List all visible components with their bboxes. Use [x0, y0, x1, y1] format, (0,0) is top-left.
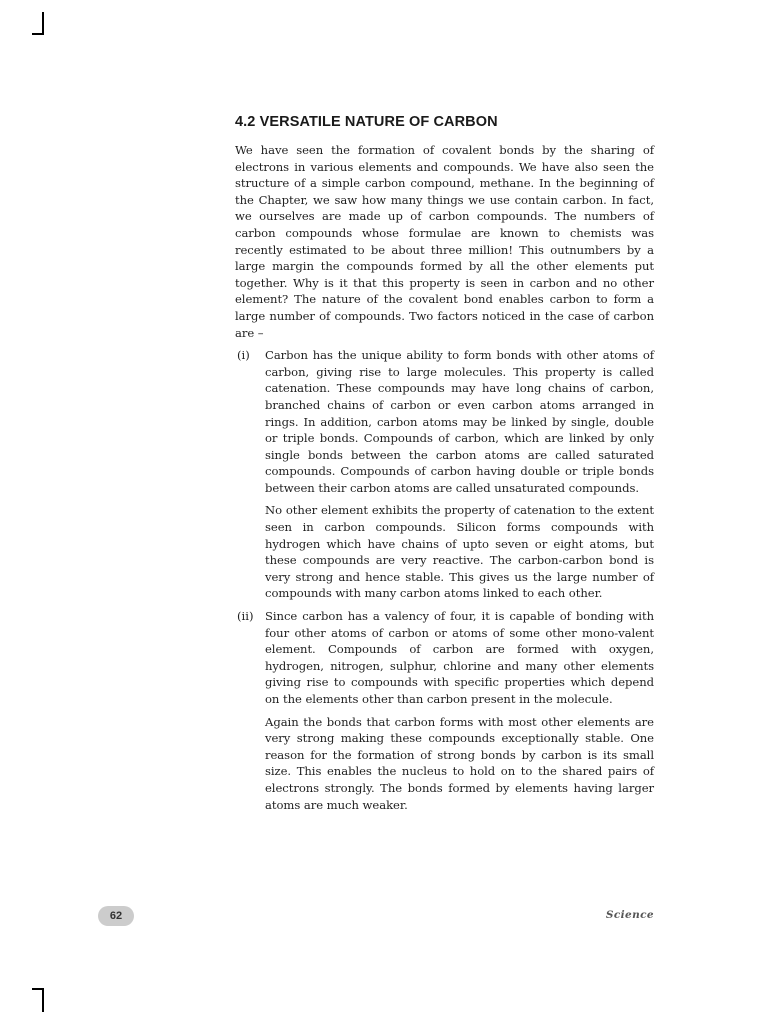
list-item-2 [235, 608, 654, 813]
item-1-paragraph-2: No other element exhibits the property of catenation to the extent seen in carbon compounds. Silicon forms compounds with hydrogen which have chains of upto seven or eight atoms, but these compounds are very reactive. The carbon-carbon bond is very strong and hence stable. This gives us the large number of compounds with many carbon atoms linked to each other. [265, 503, 654, 601]
page-number-badge: 62 [98, 906, 134, 926]
crop-mark-top-vertical [42, 12, 44, 34]
crop-mark-bottom-horizontal [32, 988, 44, 990]
crop-mark-top-horizontal [32, 33, 44, 35]
intro-paragraph: We have seen the formation of covalent bonds by the sharing of electrons in various elements and compounds. We have also seen the structure of a simple carbon compound, methane. In the beginning of the Chapter, we saw how many things we use contain carbon. In fact, we ourselves are made up of carbon compounds. The numbers of carbon compounds whose formulae are known to chemists was recently estimated to be about three million! This outnumbers by a large margin the compounds formed by all the other elements put together. Why is it that this property is seen in carbon and no other element? The nature of the covalent bond enables carbon to form a large number of compounds. Two factors noticed in the case of carbon are – [235, 143, 654, 340]
item-1-paragraph-1: Carbon has the unique ability to form bonds with other atoms of carbon, giving rise to large molecules. This property is called catenation. These compounds may have long chains of carbon, branched chains of carbon or even carbon atoms arranged in rings. In addition, carbon atoms may be linked by single, double or triple bonds. Compounds of carbon, which are linked by only single bonds between the carbon atoms are called saturated compounds. Compounds of carbon having double or triple bonds between their carbon atoms are called unsaturated compounds. [265, 348, 654, 495]
list-item-1 [235, 347, 654, 602]
footer-subject: Science [605, 909, 654, 921]
item-2-paragraph-1: Since carbon has a valency of four, it is capable of bonding with four other atoms of carbon or atoms of some other mono-valent element. Compounds of carbon are formed with oxygen, hydrogen, nitrogen, sulphur, chlorine and many other elements giving rise to compounds with specific properties which depend on the elements other than carbon present in the molecule. [265, 609, 654, 706]
list-item-marker: (i) [237, 348, 250, 363]
list-item-marker: (ii) [237, 609, 254, 624]
section-heading: 4.2 VERSATILE NATURE OF CARBON [235, 114, 498, 130]
crop-mark-bottom-vertical [42, 988, 44, 1012]
item-2-paragraph-2: Again the bonds that carbon forms with most other elements are very strong making these compounds exceptionally stable. One reason for the formation of strong bonds by carbon is its small size. This enables the nucleus to hold on to the shared pairs of electrons strongly. The bonds formed by elements having larger atoms are much weaker. [265, 714, 654, 812]
page-content [235, 114, 654, 819]
